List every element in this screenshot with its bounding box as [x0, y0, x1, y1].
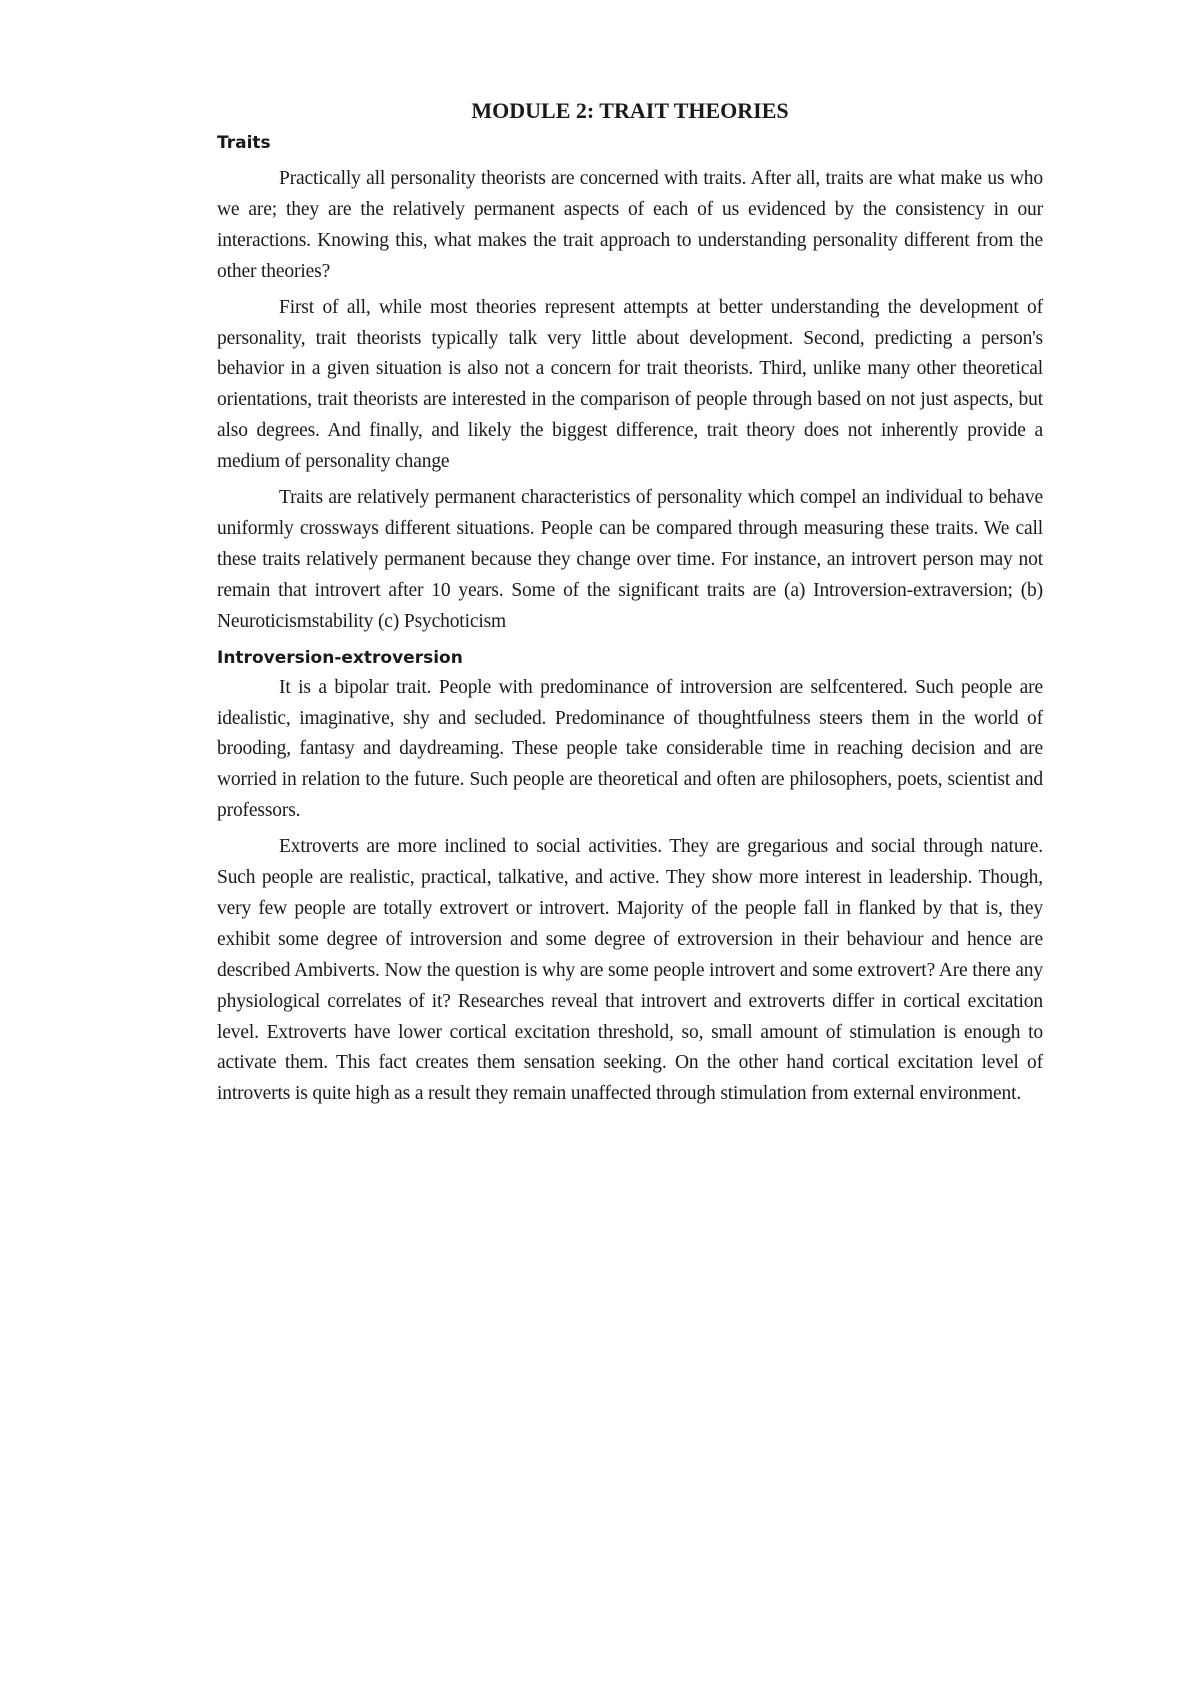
paragraph: First of all, while most theories represent attempts at better understanding the development of personality, trait theorists typically talk very little about development. Second, predicting a person's behavior in a given situation is also not a concern for trait theorists. Third, unlike many other theoretical orientations, trait theorists are interested in the comparison of people through based on not just aspects, but also degrees. And finally, and likely the biggest difference, trait theory does not inherently provide a medium of personality change [217, 296, 1043, 473]
paragraph: Practically all personality theorists are concerned with traits. After all, traits are what make us who we are; they are the relatively permanent aspects of each of us evidenced by the consistency in our interactions. Knowing this, what makes the trait approach to understanding personality different from the other theories? [217, 168, 1043, 282]
document-page [217, 94, 1043, 1115]
paragraph: It is a bipolar trait. People with predominance of introversion are selfcentered. Such people are idealistic, imaginative, shy and secluded. Predominance of thoughtfulness steers them in the world of brooding, fantasy and daydreaming. These people take considerable time in reaching decision and are worried in relation to the future. Such people are theoretical and often are philosophers, poets, scientist and professors. [217, 676, 1043, 822]
paragraph: Extroverts are more inclined to social activities. They are gregarious and social through nature. Such people are realistic, practical, talkative, and active. They show more interest in leadership. Though, very few people are totally extrovert or introvert. Majority of the people fall in flanked by that is, they exhibit some degree of introversion and some degree of extroversion in their behaviour and hence are described Ambiverts. Now the question is why are some people introvert and some extrovert? Are there any physiological correlates of it? Researches reveal that introvert and extroverts differ in cortical excitation level. Extroverts have lower cortical excitation threshold, so, small amount of stimulation is enough to activate them. This fact creates them sensation seeking. On the other hand cortical excitation level of introverts is quite high as a result they remain unaffected through stimulation from external environment. [217, 836, 1043, 1105]
paragraph: Traits are relatively permanent characteristics of personality which compel an individual to behave uniformly crossways different situations. People can be compared through measuring these traits. We call these traits relatively permanent because they change over time. For instance, an introvert person may not remain that introvert after 10 years. Some of the significant traits are (a) Introversion-extraversion; (b) Neuroticismstability (c) Psychoticism [217, 487, 1043, 632]
section-heading-introversion-extroversion: Introversion-extroversion [217, 647, 463, 668]
page-title: MODULE 2: TRAIT THEORIES [471, 98, 789, 123]
section-heading-traits: Traits [217, 133, 271, 153]
